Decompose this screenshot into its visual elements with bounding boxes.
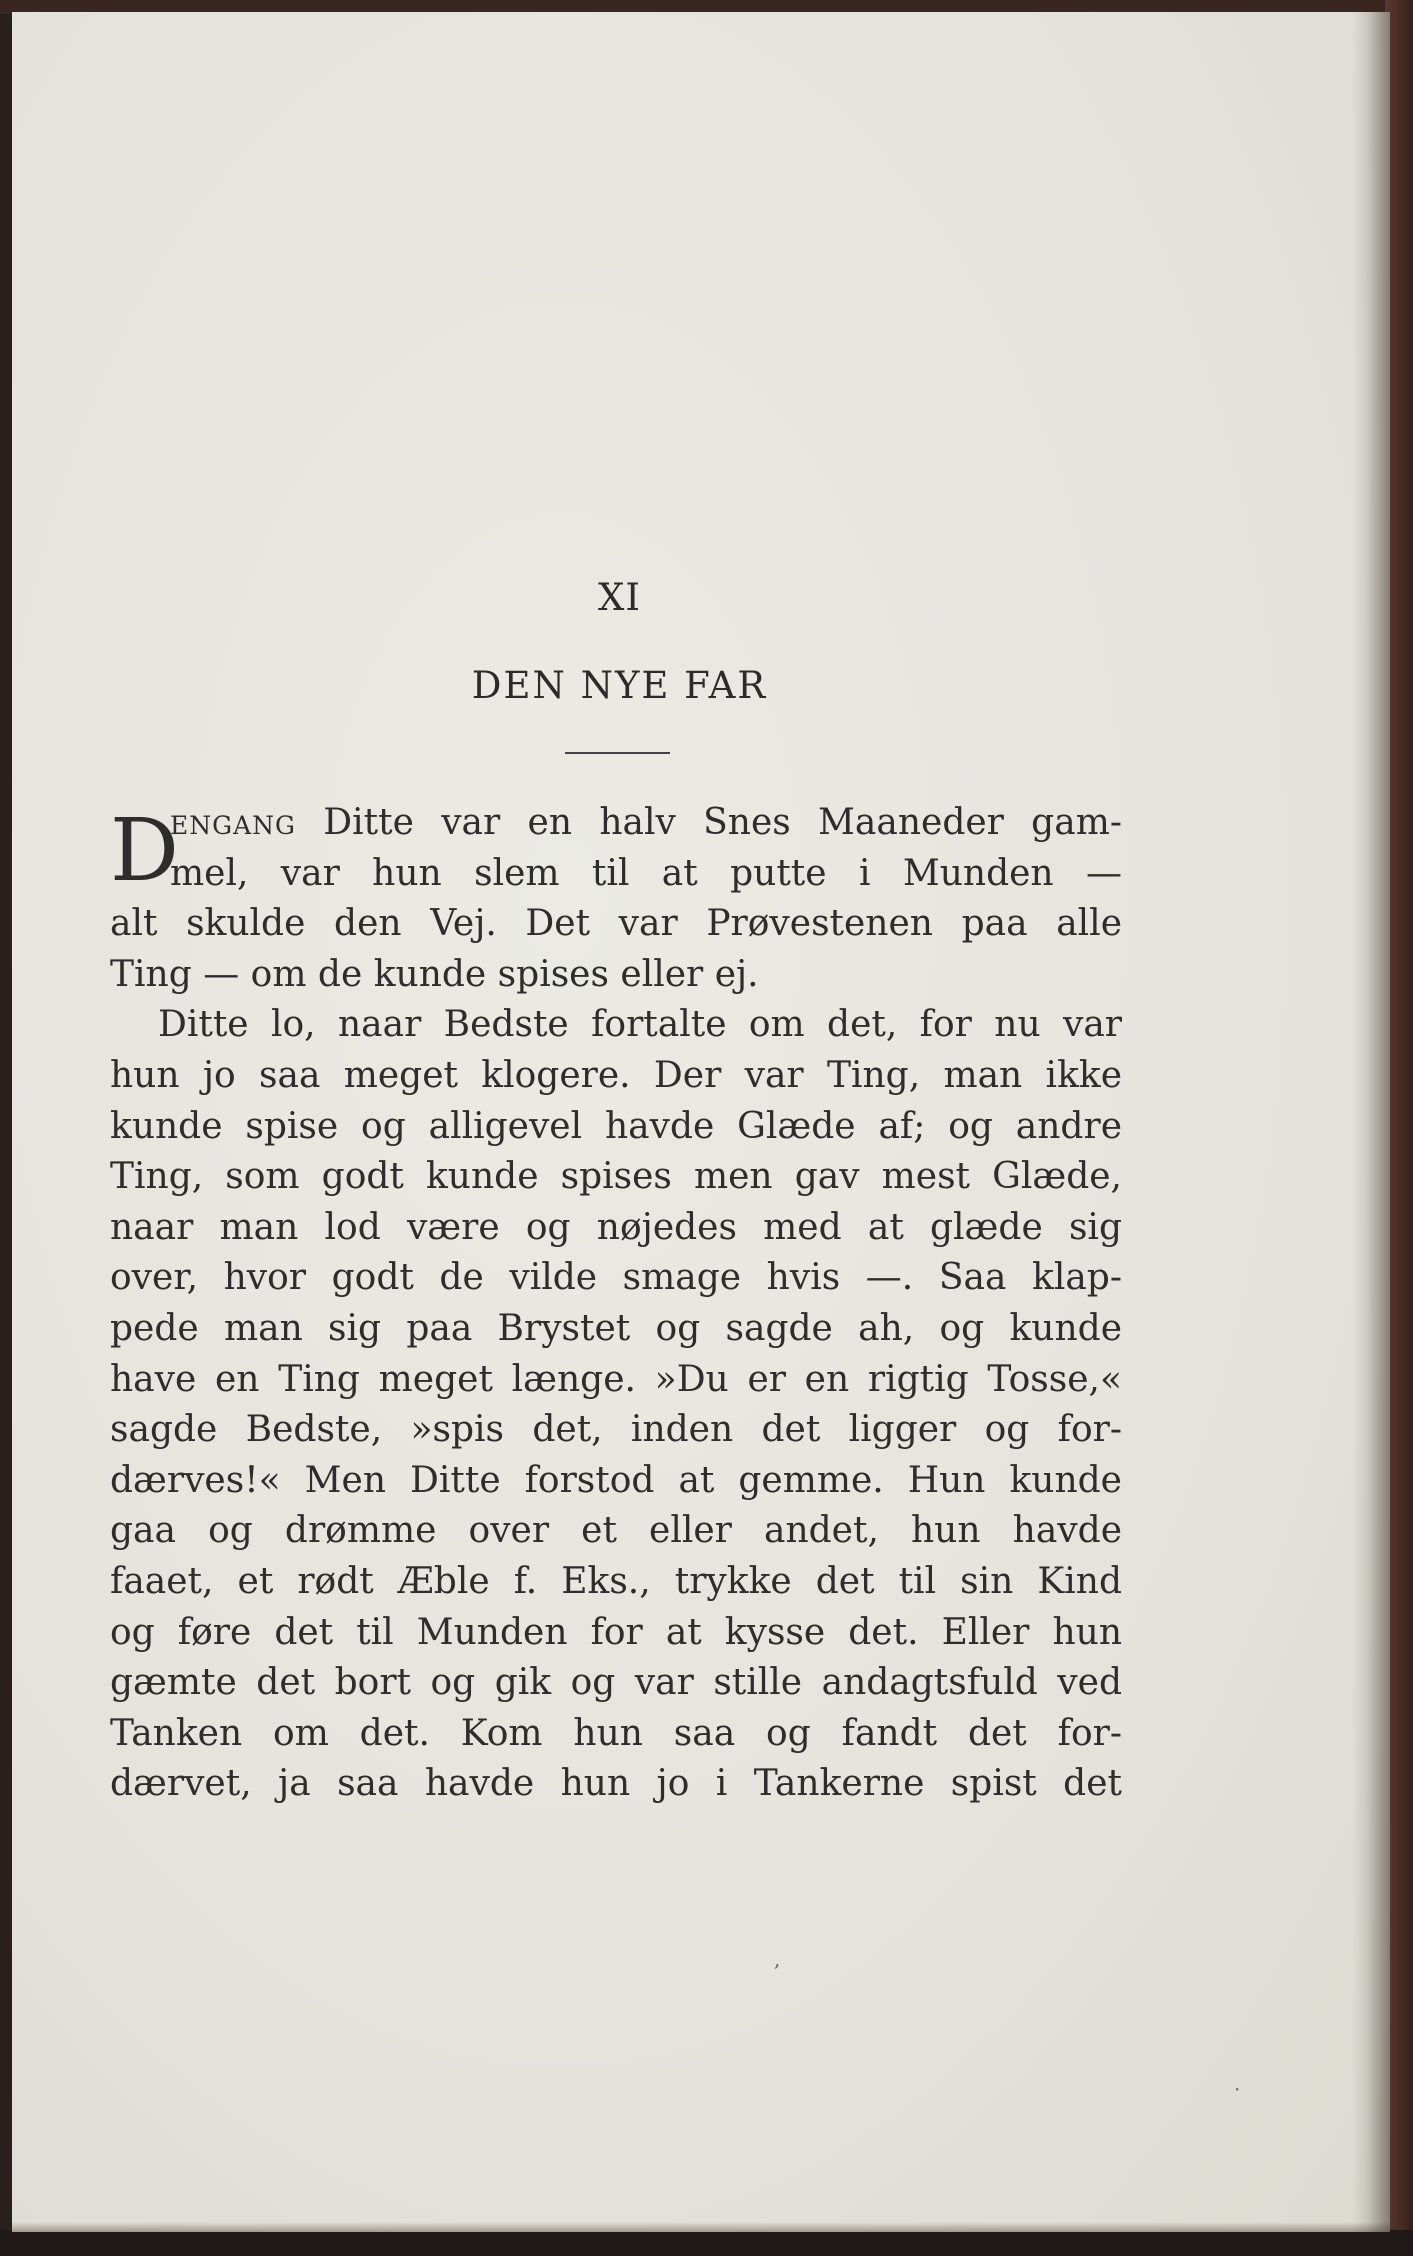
drop-cap: D [110,801,179,901]
text-line: hun jo saa meget klogere. Der var Ting, man ikke [110,1054,1122,1096]
text-line: dærvet, ja saa havde hun jo i Tankerne spist det [110,1763,1122,1805]
text-line [110,798,1122,849]
text-line: kunde spise og alligevel havde Glæde af; og andre [110,1105,1122,1147]
text-line: Ting, som godt kunde spises men gav mest Glæde, [110,1156,1122,1198]
text-line: faaet, et rødt Æble f. Eks., trykke det til sin Kind [110,1560,1122,1602]
text-line: gaa og drømme over et eller andet, hun havde [110,1510,1122,1552]
text-line: mel, var hun slem til at putte i Munden — [170,852,1122,894]
line-text: Ditte var en halv Snes Maaneder gam- [296,802,1122,843]
text-line: dærves!« Men Ditte forstod at gemme. Hun kunde [110,1459,1122,1501]
chapter-title: DEN NYE FAR [471,664,768,707]
page-bottom-shadow [12,2222,1390,2232]
text-line: Tanken om det. Kom hun saa og fandt det for- [110,1712,1122,1754]
text-line: pede man sig paa Brystet og sagde ah, og kunde [110,1307,1122,1349]
opening-smallcaps: ENGANG [170,811,296,840]
text-line: gæmte det bort og gik og var stille andagtsfuld ved [110,1662,1122,1704]
page-gutter-shadow [1352,12,1390,2232]
title-divider [565,752,670,754]
text-line: og føre det til Munden for at kysse det. Eller hun [110,1611,1122,1653]
text-line: naar man lod være og nøjedes med at glæde sig [110,1206,1122,1248]
paper-speck: · [1234,2077,1241,2101]
text-line: sagde Bedste, »spis det, inden det ligger og for- [110,1409,1122,1451]
text-line: Ditte lo, naar Bedste fortalte om det, for nu var [158,1004,1122,1046]
book-page [12,12,1390,2232]
text-line: Ting — om de kunde spises eller ej. [110,953,759,995]
body-text [110,798,1122,1810]
text-line: alt skulde den Vej. Det var Prøvestenen paa alle [110,903,1122,945]
text-line: have en Ting meget længe. »Du er en rigtig Tosse,« [110,1358,1122,1400]
paper-speck: , [774,1947,781,1971]
book-bottom-edge [0,2230,1413,2256]
chapter-number: XI [598,576,641,619]
text-line: over, hvor godt de vilde smage hvis —. Saa klap- [110,1257,1122,1299]
